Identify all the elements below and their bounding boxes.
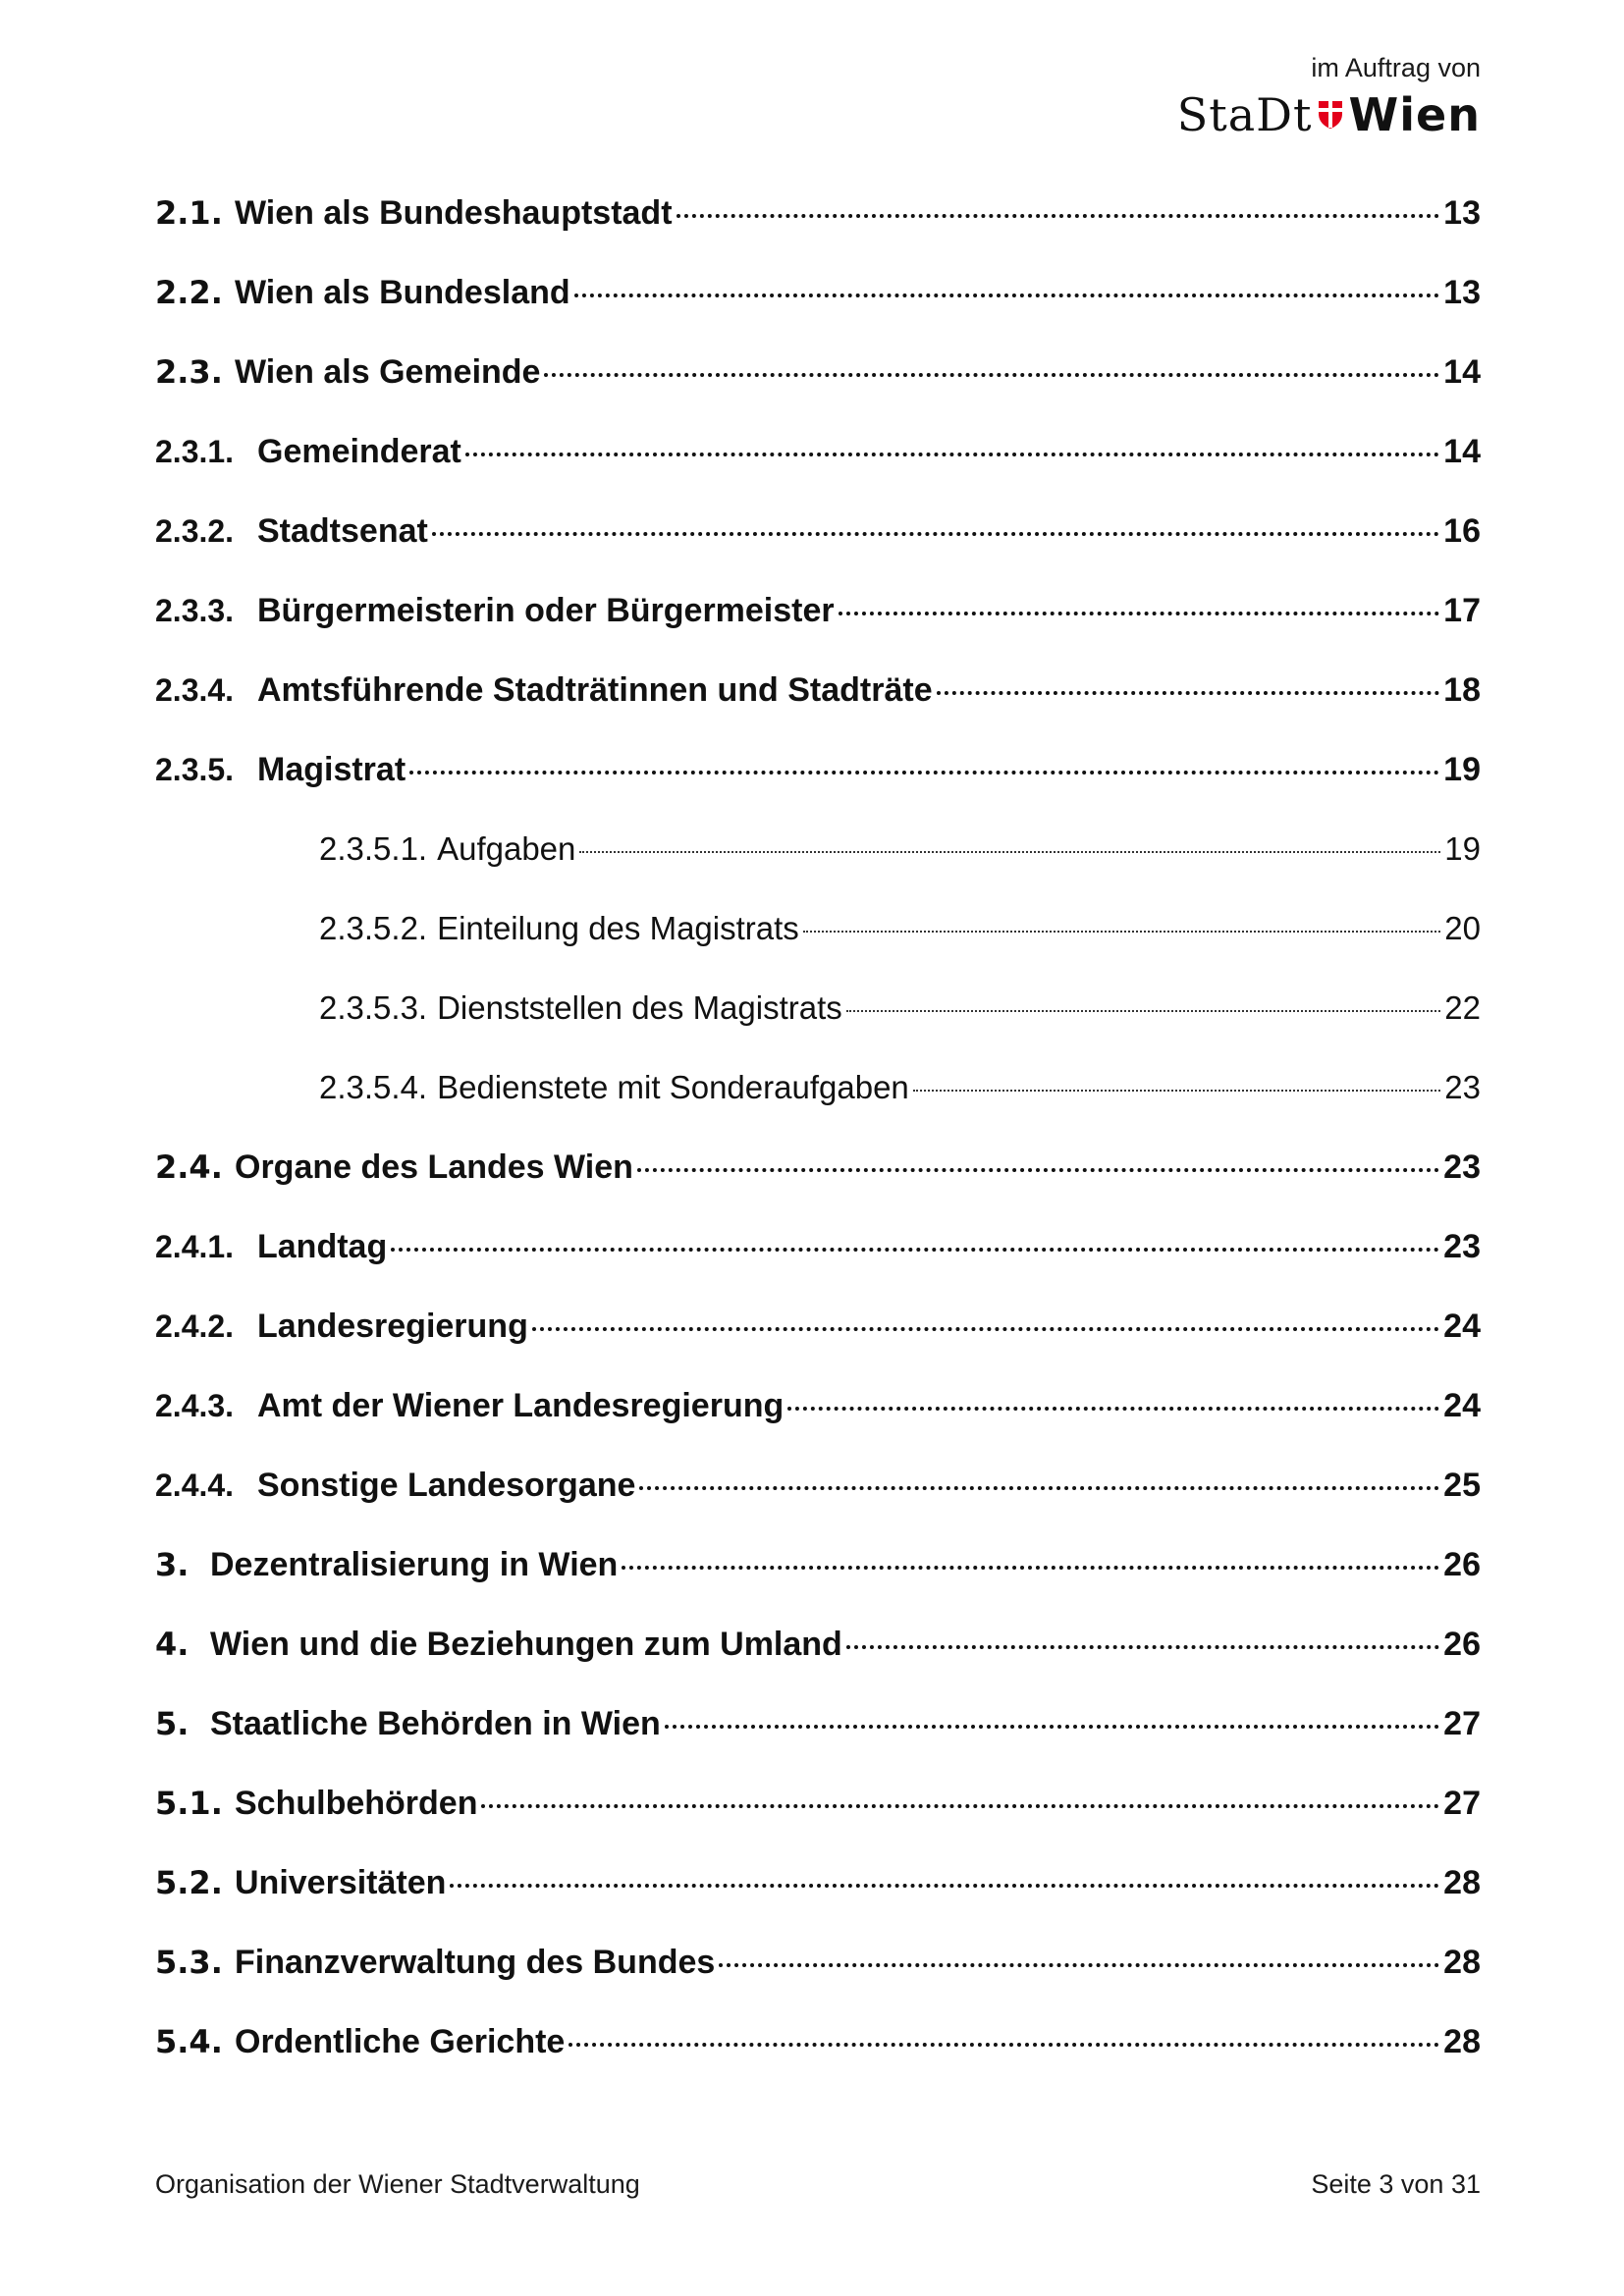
toc-entry[interactable] [155,1864,1481,1944]
toc-dot-leader [579,851,1440,853]
toc-entry-page: 20 [1444,910,1481,946]
toc-entry-number: 5.4. [155,2023,223,2060]
toc-entry-page: 25 [1443,1467,1481,1504]
toc-entry-title: Wien als Bundesland [235,274,570,311]
stadt-wien-logo [1177,90,1481,139]
toc-entry-number: 2.4.2. [155,1308,235,1344]
toc-entry[interactable] [155,751,1481,830]
toc-entry-number: 5.3. [155,1944,223,1981]
toc-entry[interactable] [155,274,1481,353]
toc-entry-title: Gemeinderat [257,433,461,470]
toc-entry-title: Dienststellen des Magistrats [437,989,842,1026]
toc-entry[interactable] [155,671,1481,751]
toc-entry-page: 28 [1443,2023,1481,2060]
toc-dot-leader [677,214,1440,218]
toc-entry-page: 13 [1443,194,1481,232]
footer-page-info: Seite 3 von 31 [1311,2169,1481,2199]
toc-entry-title: Staatliche Behörden in Wien [210,1705,661,1742]
toc-entry-number: 2.3.5.1. [319,830,428,867]
logo-text-stadt: StaDt [1176,88,1313,141]
toc-entry-title: Schulbehörden [235,1785,478,1822]
toc-dot-leader [465,453,1439,456]
toc-entry-number: 2.3.1. [155,434,235,469]
toc-entry[interactable] [155,1148,1481,1228]
header-subtitle: im Auftrag von [1311,53,1481,82]
toc-dot-leader [622,1566,1439,1570]
toc-entry-page: 23 [1444,1069,1481,1105]
toc-dot-leader [937,691,1440,695]
toc-entry-number: 2.2. [155,274,223,311]
toc-entry[interactable] [155,194,1481,274]
toc-entry-page: 19 [1443,751,1481,788]
toc-dot-leader [637,1168,1439,1172]
toc-entry[interactable] [155,1705,1481,1785]
toc-entry-number: 2.3.5. [155,752,235,787]
toc-entry-title: Dezentralisierung in Wien [210,1546,619,1583]
toc-entry-title: Wien und die Beziehungen zum Umland [210,1626,842,1663]
toc-entry-number: 3. [155,1546,189,1583]
toc-dot-leader [450,1884,1439,1888]
toc-entry-title: Amt der Wiener Landesregierung [257,1387,785,1424]
toc-entry-title: Wien als Bundeshauptstadt [235,194,673,232]
toc-entry-page: 14 [1443,433,1481,470]
toc-dot-leader [639,1486,1439,1490]
toc-entry[interactable] [155,1387,1481,1467]
toc-entry-page: 23 [1443,1148,1481,1186]
toc-entry-number: 2.3.5.4. [319,1069,428,1105]
toc-dot-leader [913,1090,1441,1092]
toc-entry-page: 26 [1443,1626,1481,1663]
toc-entry-page: 28 [1443,1944,1481,1981]
toc-dot-leader [719,1963,1439,1967]
toc-entry-number: 2.3.2. [155,513,235,549]
toc-entry-number: 4. [155,1626,189,1663]
toc-entry-page: 16 [1443,512,1481,550]
toc-entry-number: 2.3.5.3. [319,989,428,1026]
toc-entry[interactable] [155,1626,1481,1705]
toc-entry-number: 2.3.4. [155,672,235,708]
vienna-shield-icon [1318,100,1343,130]
toc-entry[interactable] [155,830,1481,910]
toc-entry-page: 13 [1443,274,1481,311]
toc-entry-title: Stadtsenat [257,512,428,550]
toc-entry-page: 27 [1443,1705,1481,1742]
toc-entry[interactable] [155,592,1481,671]
toc-entry[interactable] [155,353,1481,433]
toc-entry-number: 5.1. [155,1785,223,1822]
toc-entry[interactable] [155,1308,1481,1387]
toc-entry-page: 23 [1443,1228,1481,1265]
toc-entry-page: 14 [1443,353,1481,391]
table-of-contents [155,194,1481,2103]
toc-dot-leader [532,1327,1439,1331]
toc-entry-title: Bürgermeisterin oder Bürgermeister [257,592,835,629]
toc-entry-number: 5.2. [155,1864,223,1901]
logo-text-wien: Wien [1348,88,1481,141]
toc-entry-title: Finanzverwaltung des Bundes [235,1944,716,1981]
toc-dot-leader [665,1725,1439,1729]
toc-dot-leader [544,373,1439,377]
toc-dot-leader [574,294,1440,297]
toc-entry[interactable] [155,1228,1481,1308]
toc-entry-number: 2.4.1. [155,1229,235,1264]
toc-entry[interactable] [155,910,1481,989]
toc-entry[interactable] [155,2023,1481,2103]
toc-entry-title: Wien als Gemeinde [235,353,541,391]
toc-entry-title: Magistrat [257,751,406,788]
toc-entry[interactable] [155,433,1481,512]
toc-dot-leader [432,532,1439,536]
toc-dot-leader [409,771,1439,774]
page-header [1177,51,1481,139]
toc-entry[interactable] [155,989,1481,1069]
toc-entry[interactable] [155,512,1481,592]
toc-entry-title: Einteilung des Magistrats [437,910,799,946]
toc-dot-leader [803,931,1440,933]
toc-dot-leader [787,1407,1439,1411]
toc-entry-number: 2.4.4. [155,1468,235,1503]
toc-entry-title: Landtag [257,1228,388,1265]
toc-entry-number: 2.4.3. [155,1388,235,1423]
toc-entry-page: 18 [1443,671,1481,709]
toc-entry-title: Bedienstete mit Sonderaufgaben [437,1069,909,1105]
toc-dot-leader [391,1248,1439,1252]
toc-dot-leader [846,1645,1439,1649]
toc-entry-number: 2.3.3. [155,593,235,628]
toc-entry-page: 24 [1443,1387,1481,1424]
toc-entry-title: Organe des Landes Wien [235,1148,633,1186]
toc-entry[interactable] [155,1467,1481,1546]
toc-entry-number: 2.3. [155,353,223,391]
toc-entry-page: 19 [1444,830,1481,867]
toc-entry-page: 17 [1443,592,1481,629]
page-footer [155,2169,1481,2200]
toc-entry-page: 24 [1443,1308,1481,1345]
toc-dot-leader [839,612,1440,615]
toc-entry-number: 2.3.5.2. [319,910,428,946]
toc-entry-number: 5. [155,1705,189,1742]
toc-entry-page: 27 [1443,1785,1481,1822]
toc-entry[interactable] [155,1546,1481,1626]
toc-entry[interactable] [155,1785,1481,1864]
toc-entry-title: Amtsführende Stadträtinnen und Stadträte [257,671,933,709]
toc-entry-page: 22 [1444,989,1481,1026]
toc-entry-title: Sonstige Landesorgane [257,1467,636,1504]
toc-entry-page: 28 [1443,1864,1481,1901]
toc-entry-title: Landesregierung [257,1308,528,1345]
toc-dot-leader [846,1010,1441,1012]
toc-entry[interactable] [155,1944,1481,2023]
toc-entry-page: 26 [1443,1546,1481,1583]
toc-entry-title: Aufgaben [437,830,576,867]
toc-entry-number: 2.1. [155,194,223,232]
toc-dot-leader [481,1804,1439,1808]
toc-entry-title: Universitäten [235,1864,447,1901]
toc-entry[interactable] [155,1069,1481,1148]
toc-entry-title: Ordentliche Gerichte [235,2023,566,2060]
toc-dot-leader [568,2043,1439,2047]
footer-document-title: Organisation der Wiener Stadtverwaltung [155,2169,640,2199]
toc-entry-number: 2.4. [155,1148,223,1186]
